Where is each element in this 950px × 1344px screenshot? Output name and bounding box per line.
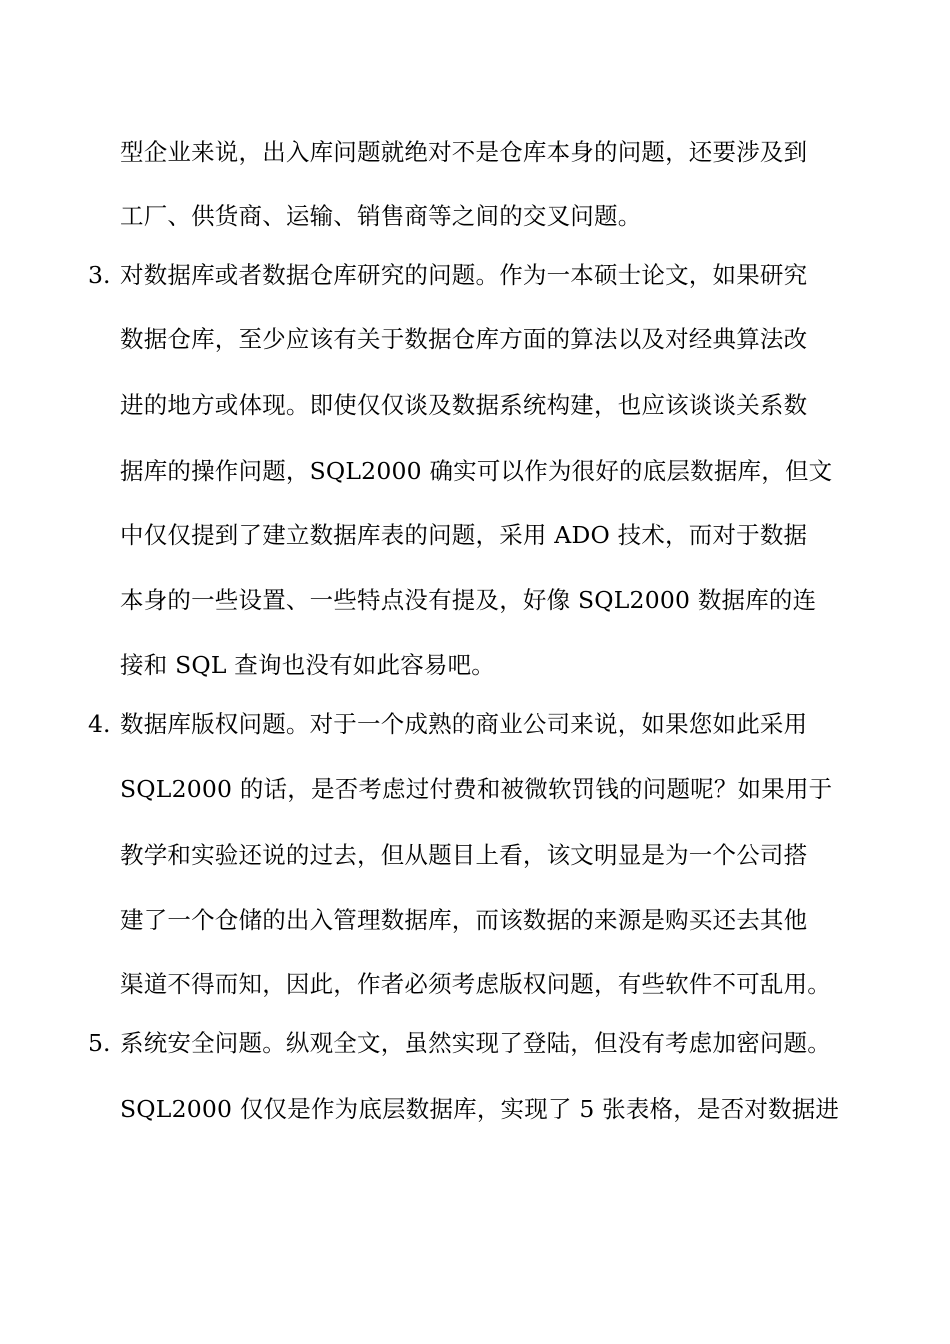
paragraph-line: 工厂、供货商、运输、销售商等之间的交叉问题。 [120,202,642,230]
list-number: 3. [88,261,111,289]
list-item-line: 据库的操作问题，SQL2000 确实可以作为很好的底层数据库，但文 [120,457,833,485]
list-item-line: 渠道不得而知，因此，作者必须考虑版权问题，有些软件不可乱用。 [120,970,831,998]
list-item-line: 中仅仅提到了建立数据库表的问题，采用 ADO 技术，而对于数据 [120,521,808,549]
list-item-line: 建了一个仓储的出入管理数据库，而该数据的来源是购买还去其他 [120,906,808,934]
paragraph-line: 型企业来说，出入库问题就绝对不是仓库本身的问题，还要涉及到 [120,138,808,166]
list-item-line: SQL2000 仅仅是作为底层数据库，实现了 5 张表格，是否对数据进 [120,1095,840,1123]
list-item-line: 接和 SQL 查询也没有如此容易吧。 [120,651,496,679]
list-item-line: 本身的一些设置、一些特点没有提及，好像 SQL2000 数据库的连 [120,586,817,614]
list-item-line: SQL2000 的话，是否考虑过付费和被微软罚钱的问题呢？如果用于 [120,775,833,803]
list-number: 5. [88,1029,111,1057]
list-item-line: 教学和实验还说的过去，但从题目上看，该文明显是为一个公司搭 [120,841,808,869]
list-item-line: 系统安全问题。纵观全文，虽然实现了登陆，但没有考虑加密问题。 [120,1029,831,1057]
list-item-line: 数据库版权问题。对于一个成熟的商业公司来说，如果您如此采用 [120,710,808,738]
list-number: 4. [88,710,111,738]
list-item-line: 对数据库或者数据仓库研究的问题。作为一本硕士论文，如果研究 [120,261,808,289]
list-item-line: 进的地方或体现。即使仅仅谈及数据系统构建，也应该谈谈关系数 [120,391,808,419]
list-item-line: 数据仓库，至少应该有关于数据仓库方面的算法以及对经典算法改 [120,325,808,353]
